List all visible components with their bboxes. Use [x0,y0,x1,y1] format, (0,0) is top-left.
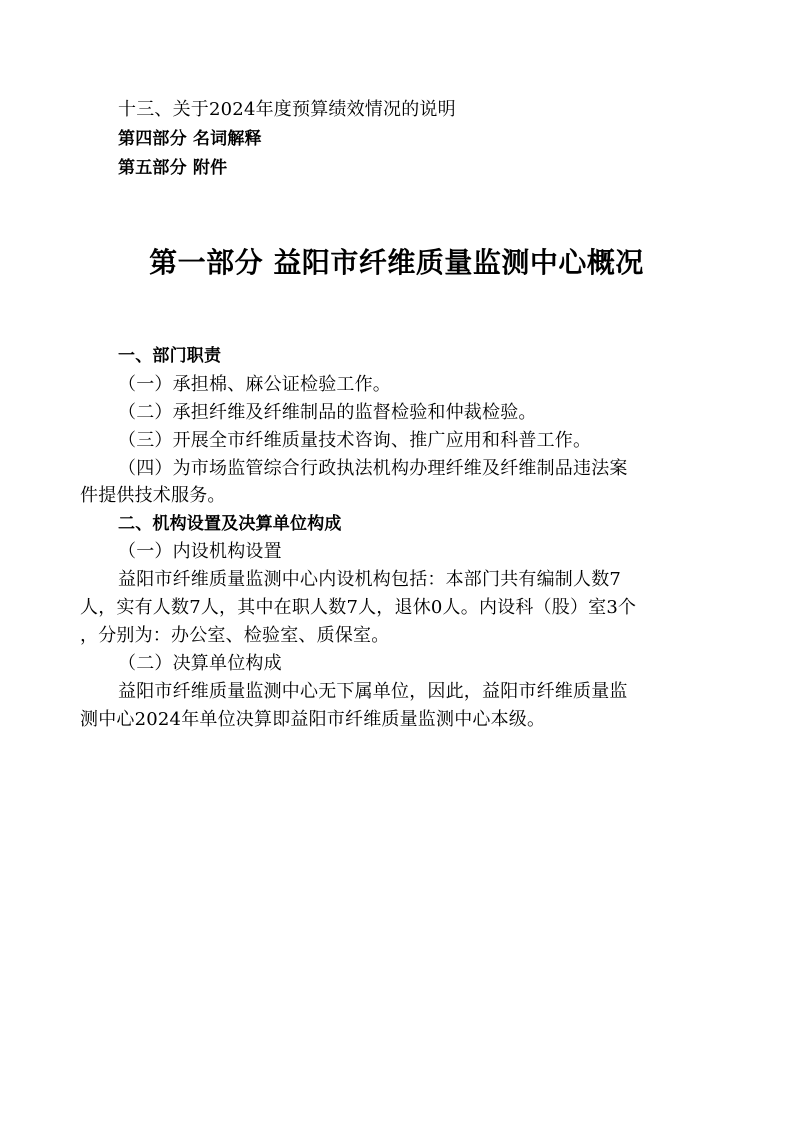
toc-part-4: 第四部分 名词解释 [118,129,262,149]
duty-item-continuation: 件提供技术服务。 [80,485,226,506]
toc-item-13: 十三、关于2024年度预算绩效情况的说明 [118,99,456,120]
paragraph-line: 人，实有人数7人，其中在职人数7人，退休0人。内设科（股）室3个 [80,597,637,618]
section-1-heading: 一、部门职责 [118,346,222,366]
paragraph-line: 益阳市纤维质量监测中心无下属单位，因此，益阳市纤维质量监 [118,681,628,702]
toc-part-5: 第五部分 附件 [118,158,228,178]
duty-item: （三）开展全市纤维质量技术咨询、推广应用和科普工作。 [118,430,592,451]
subsection-heading: （一）内设机构设置 [118,541,282,562]
duty-item: （一）承担棉、麻公证检验工作。 [118,374,391,395]
part-1-title: 第一部分 益阳市纤维质量监测中心概况 [149,246,644,279]
duty-item: （二）承担纤维及纤维制品的监督检验和仲裁检验。 [118,402,537,423]
paragraph-line: 测中心2024年单位决算即益阳市纤维质量监测中心本级。 [80,709,546,730]
subsection-heading: （二）决算单位构成 [118,653,282,674]
section-2-heading: 二、机构设置及决算单位构成 [118,514,342,534]
paragraph-line: 益阳市纤维质量监测中心内设机构包括：本部门共有编制人数7 [118,569,622,590]
paragraph-line: ，分别为：办公室、检验室、质保室。 [80,625,390,646]
duty-item: （四）为市场监管综合行政执法机构办理纤维及纤维制品违法案 [118,458,628,479]
